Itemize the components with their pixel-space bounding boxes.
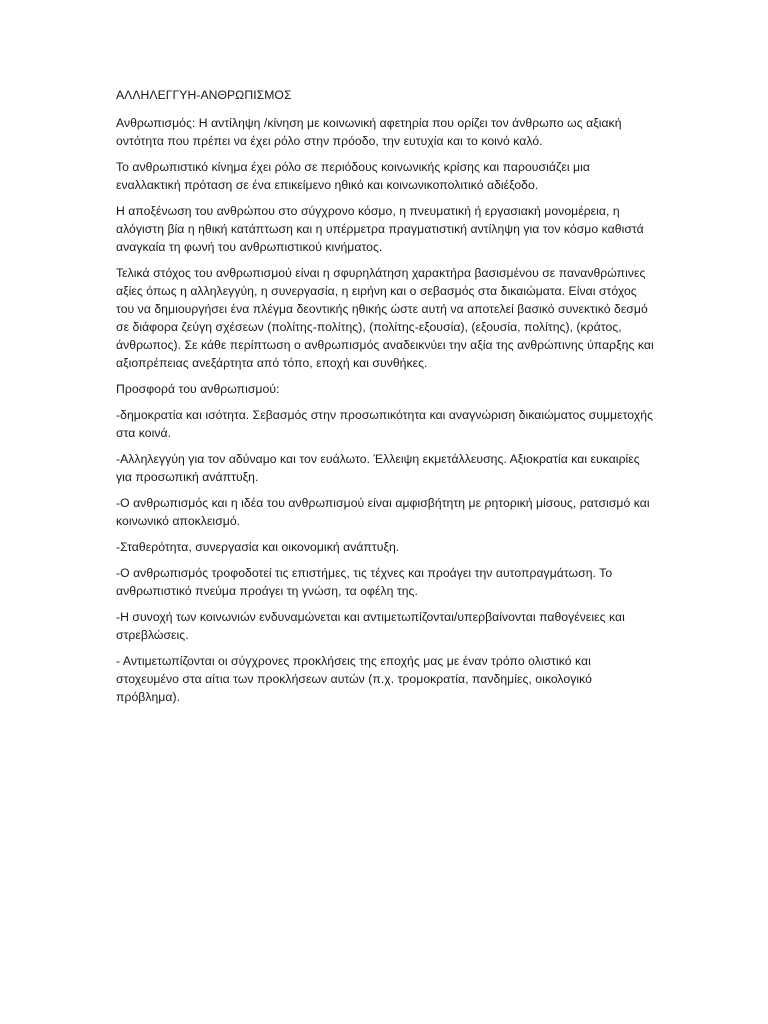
paragraph-goal: Τελικά στόχος του ανθρωπισμού είναι η σφυρηλάτηση χαρακτήρα βασισμένου σε πανανθρώπινες αξίες όπως η αλληλεγγύη, η συνεργασία, η ειρήνη και ο σεβασμός στα δικαιώματα. Είναι στόχος του να δημιουργήσει ένα πλέγμα δεοντικής ηθικής ώστε αυτή να αποτελεί βασικό συνεκτικό δεσμό σε διάφορα ζεύγη σχέσεων (πολίτης-πολίτης), (πολίτης-εξουσία), (εξουσία, πολίτης), (κράτος, άνθρωπος). Σε κάθε περίπτωση ο ανθρωπισμός αναδεικνύει την αξία της ανθρώπινης ύπαρξης και αξιοπρέπειας ανεξάρτητα από τόπο, εποχή και συνθήκες. <box>116 266 654 370</box>
paragraph-crisis-role: Το ανθρωπιστικό κίνημα έχει ρόλο σε περιόδους κοινωνικής κρίσης και παρουσιάζει μια εναλλακτική πρόταση σε ένα επικείμενο ηθικό και κοινωνικοπολιτικό αδιέξοδο. <box>116 160 590 192</box>
list-item: -Αλληλεγγύη για τον αδύναμο και τον ευάλωτο. Έλλειψη εκμετάλλευσης. Αξιοκρατία και ευκαιρίες για προσωπική ανάπτυξη. <box>116 452 640 484</box>
section-heading-contribution: Προσφορά του ανθρωπισμού: <box>116 382 280 396</box>
list-item: -Σταθερότητα, συνεργασία και οικονομική ανάπτυξη. <box>116 540 400 554</box>
document-title: ΑΛΛΗΛΕΓΓΥΗ-ΑΝΘΡΩΠΙΣΜΟΣ <box>116 88 292 102</box>
paragraph-alienation: Η αποξένωση του ανθρώπου στο σύγχρονο κόσμο, η πνευματική ή εργασιακή μονομέρεια, η αλόγιστη βία η ηθική κατάπτωση και η υπέρμετρα πραγματιστική αντίληψη για τον κόσμο καθιστά αναγκαία τη φωνή του ανθρωπιστικού κινήματος. <box>116 204 644 254</box>
list-item: -Ο ανθρωπισμός και η ιδέα του ανθρωπισμού είναι αμφισβήτητη με ρητορική μίσους, ρατσισμό και κοινωνικό αποκλεισμό. <box>116 496 650 528</box>
list-item: -δημοκρατία και ισότητα. Σεβασμός στην προσωπικότητα και αναγνώριση δικαιώματος συμμετοχής στα κοινά. <box>116 408 653 440</box>
list-item: -Η συνοχή των κοινωνιών ενδυναμώνεται και αντιμετωπίζονται/υπερβαίνονται παθογένειες και στρεβλώσεις. <box>116 610 625 642</box>
list-item: -Ο ανθρωπισμός τροφοδοτεί τις επιστήμες, τις τέχνες και προάγει την αυτοπραγμάτωση. Το ανθρωπιστικό πνεύμα προάγει τη γνώση, τα οφέλη της. <box>116 566 613 598</box>
paragraph-definition: Ανθρωπισμός: Η αντίληψη /κίνηση με κοινωνική αφετηρία που ορίζει τον άνθρωπο ως αξιακή οντότητα που πρέπει να έχει ρόλο στην πρόοδο, την ευτυχία και το κοινό καλό. <box>116 116 622 148</box>
list-item: - Αντιμετωπίζονται οι σύγχρονες προκλήσεις της εποχής μας με έναν τρόπο ολιστικό και στοχευμένο στα αίτια των προκλήσεων αυτών (π.χ. τρομοκρατία, πανδημίες, οικολογικό πρόβλημα). <box>116 654 592 704</box>
document-page <box>116 86 656 714</box>
